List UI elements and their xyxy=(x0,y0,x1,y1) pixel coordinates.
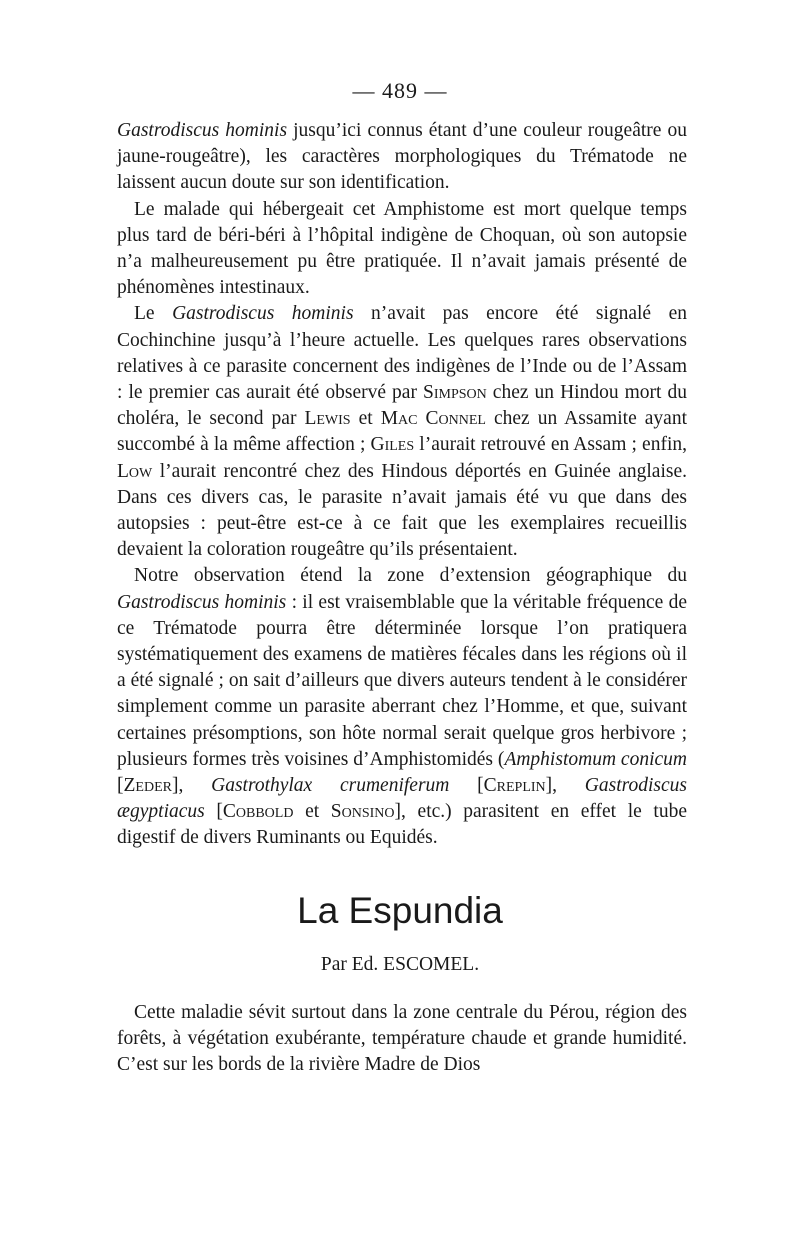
author-name: Creplin xyxy=(483,775,546,797)
text-run: ], xyxy=(545,775,585,797)
text-run: l’aurait rencontré chez des Hindous déportés en Guinée anglaise. Dans ces divers cas, le parasite n’avait jamais été vu que dans des autopsies : peut-être est-ce à ce fait que les exemplaires recueillis devaient la coloration rougeâtre qu’ils présentaient. xyxy=(117,460,687,561)
author-name: Giles xyxy=(370,434,415,456)
species-name: Gastrothylax crumeniferum xyxy=(211,775,450,797)
text-run: Le xyxy=(134,303,173,325)
text-run: chez un Hindou mort du choléra, le second par xyxy=(117,382,687,430)
page-number: — 489 — xyxy=(352,78,448,103)
author-name: Mac Connel xyxy=(380,408,486,430)
species-name: Gastrodiscus hominis xyxy=(117,591,287,613)
paragraph-1 xyxy=(117,118,687,197)
text-run: l’aurait retrouvé en Assam ; enfin, xyxy=(414,434,687,456)
paragraph-2: Le malade qui hébergeait cet Amphistome est mort quelque temps plus tard de béri-béri à l’hôpital indigène de Choquan, où son autopsie n’a malheureusement pu être pratiquée. Il n’avait jamais présenté de phénomènes intestinaux. xyxy=(117,198,687,299)
text-run: [ xyxy=(204,801,223,823)
text-run: [ xyxy=(117,775,124,797)
paragraph-4 xyxy=(117,563,687,851)
text-run: ], xyxy=(171,775,212,797)
text-run: Notre observation étend la zone d’extension géographique du xyxy=(134,565,687,587)
species-name: Gastrodiscus ægyptiacus xyxy=(117,775,688,823)
text-run: n’avait pas encore été signalé en Cochinchine jusqu’à l’heure actuelle. Les quelques rares observations relatives à ce parasite concernent des indigènes de l’Inde ou de l’Assam : le premier cas aurait été observé par xyxy=(117,303,687,404)
species-name: Gastrodiscus hominis xyxy=(172,303,354,325)
species-name: Gastrodiscus hominis xyxy=(117,120,288,141)
author-name: Lewis xyxy=(304,408,351,430)
text-run: ], etc.) parasitent en effet le tube digestif de divers Ruminants ou Equidés. xyxy=(117,801,687,849)
text-run: [ xyxy=(449,775,484,797)
author-name: Zeder xyxy=(123,775,172,797)
species-name: Amphistomum conicum xyxy=(504,748,687,770)
author-name: Cobbold xyxy=(222,801,294,823)
paragraph-5: Cette maladie sévit surtout dans la zone centrale du Pérou, région des forêts, à végétation exubérante, température chaude et grande humidité. C’est sur les bords de la rivière Madre de Dios xyxy=(117,1002,687,1076)
text-run: et xyxy=(293,801,331,823)
section-heading: La Espundia xyxy=(297,890,503,931)
author-name: Sonsino xyxy=(330,801,395,823)
text-run: chez un Assamite ayant succombé à la même affection ; xyxy=(117,408,687,456)
paragraph-3 xyxy=(117,301,687,563)
author-name: Simpson xyxy=(423,382,487,404)
text-run: et xyxy=(350,408,381,430)
author-name: Low xyxy=(117,460,153,482)
article-body xyxy=(117,118,687,852)
section-body xyxy=(117,1000,687,1079)
text-run: jusqu’ici connus étant d’une couleur rougeâtre ou jaune-rougeâtre), les caractères morphologiques du Trématode ne laissent aucun doute sur son identification. xyxy=(117,120,687,194)
byline: Par Ed. ESCOMEL. xyxy=(320,954,480,975)
text-run: : il est vraisemblable que la véritable fréquence de ce Trématode pourra être déterminée lorsque l’on pratiquera systématiquement des examens de matières fécales dans les régions où il a été signalé ; on sait d’ailleurs que divers auteurs tendent à le considérer simplement comme un parasite aberrant chez l’Homme, et que, suivant certaines présomptions, son hôte normal serait quelque gros herbivore ; plusieurs formes très voisines d’Amphistomidés ( xyxy=(117,591,687,770)
